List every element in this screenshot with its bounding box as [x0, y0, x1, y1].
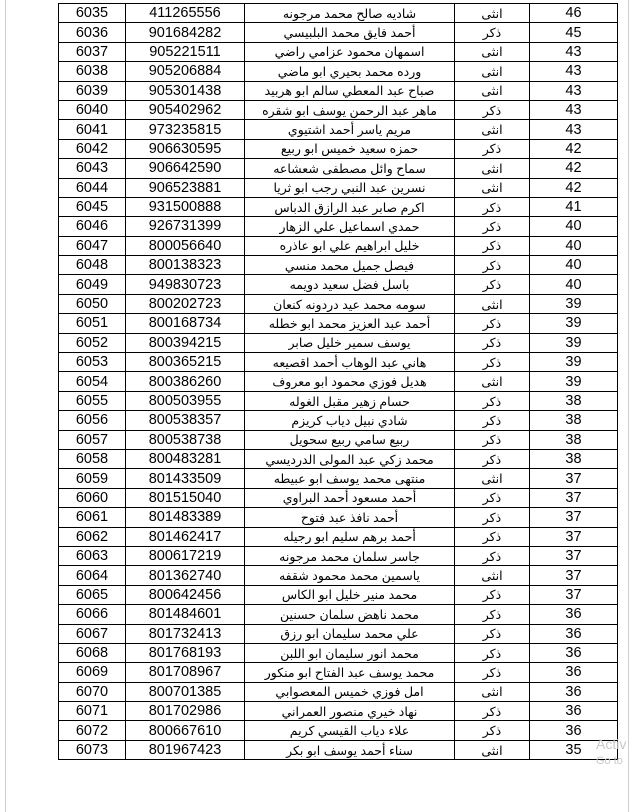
- full-name-cell: نهاد خيري منصور العمراني: [245, 702, 455, 721]
- record-id-cell: 6040: [59, 100, 126, 119]
- window-right-edge: [628, 0, 635, 812]
- record-id-cell: 6060: [59, 488, 126, 507]
- id-number-cell: 801732413: [126, 624, 245, 643]
- table-row: [59, 449, 618, 468]
- score-cell: 45: [530, 23, 618, 42]
- score-cell: 38: [530, 430, 618, 449]
- full-name-cell: خليل ابراهيم علي ابو عاذره: [245, 236, 455, 255]
- window-left-edge: [0, 0, 6, 812]
- full-name-cell: ورده محمد بحيري ابو ماضي: [245, 62, 455, 81]
- id-number-cell: 800168734: [126, 314, 245, 333]
- record-id-cell: 6036: [59, 23, 126, 42]
- record-id-cell: 6070: [59, 682, 126, 701]
- table-row: [59, 197, 618, 216]
- gender-cell: ذكر: [455, 605, 530, 624]
- full-name-cell: سومه محمد عيد دردونه كنعان: [245, 294, 455, 313]
- id-number-cell: 906642590: [126, 159, 245, 178]
- table-row: [59, 488, 618, 507]
- id-number-cell: 800617219: [126, 546, 245, 565]
- gender-cell: ذكر: [455, 197, 530, 216]
- record-id-cell: 6049: [59, 275, 126, 294]
- record-id-cell: 6071: [59, 702, 126, 721]
- gender-cell: ذكر: [455, 256, 530, 275]
- gender-cell: انثى: [455, 62, 530, 81]
- table-row: [59, 624, 618, 643]
- score-cell: 39: [530, 372, 618, 391]
- table-row: [59, 702, 618, 721]
- full-name-cell: مريم ياسر أحمد اشتيوي: [245, 120, 455, 139]
- full-name-cell: أحمد برهم سليم ابو رجيله: [245, 527, 455, 546]
- record-id-cell: 6067: [59, 624, 126, 643]
- gender-cell: ذكر: [455, 411, 530, 430]
- gender-cell: انثى: [455, 469, 530, 488]
- id-number-cell: 800538738: [126, 430, 245, 449]
- score-cell: 38: [530, 411, 618, 430]
- score-cell: 43: [530, 42, 618, 61]
- full-name-cell: محمد منير خليل ابو الكاس: [245, 585, 455, 604]
- score-cell: 40: [530, 256, 618, 275]
- full-name-cell: اسمهان محمود عزامي راضي: [245, 42, 455, 61]
- table-row: [59, 527, 618, 546]
- score-cell: 37: [530, 527, 618, 546]
- table-row: [59, 217, 618, 236]
- table-row: [59, 740, 618, 759]
- table-row: [59, 411, 618, 430]
- score-cell: 39: [530, 314, 618, 333]
- table-row: [59, 333, 618, 352]
- full-name-cell: سناء أحمد يوسف ابو بكر: [245, 740, 455, 759]
- id-number-cell: 926731399: [126, 217, 245, 236]
- gender-cell: انثى: [455, 81, 530, 100]
- gender-cell: انثى: [455, 42, 530, 61]
- score-cell: 35: [530, 740, 618, 759]
- id-number-cell: 411265556: [126, 4, 245, 23]
- record-id-cell: 6048: [59, 256, 126, 275]
- record-id-cell: 6061: [59, 508, 126, 527]
- gender-cell: انثى: [455, 159, 530, 178]
- full-name-cell: محمد يوسف عبد الفتاح ابو منكور: [245, 663, 455, 682]
- table-row: [59, 81, 618, 100]
- gender-cell: ذكر: [455, 527, 530, 546]
- full-name-cell: شاديه صالح محمد مرجونه: [245, 4, 455, 23]
- full-name-cell: أحمد مسعود أحمد البراوي: [245, 488, 455, 507]
- full-name-cell: محمد ناهض سلمان حسنين: [245, 605, 455, 624]
- id-number-cell: 800701385: [126, 682, 245, 701]
- id-number-cell: 905402962: [126, 100, 245, 119]
- score-cell: 37: [530, 566, 618, 585]
- id-number-cell: 800642456: [126, 585, 245, 604]
- record-id-cell: 6056: [59, 411, 126, 430]
- full-name-cell: امل فوزي خميس المعصوابي: [245, 682, 455, 701]
- full-name-cell: جاسر سلمان محمد مرجونه: [245, 546, 455, 565]
- id-number-cell: 801462417: [126, 527, 245, 546]
- gender-cell: انثى: [455, 740, 530, 759]
- full-name-cell: علاء دياب القيسي كريم: [245, 721, 455, 740]
- score-cell: 43: [530, 81, 618, 100]
- score-cell: 42: [530, 178, 618, 197]
- id-number-cell: 800138323: [126, 256, 245, 275]
- score-cell: 39: [530, 294, 618, 313]
- gender-cell: ذكر: [455, 721, 530, 740]
- full-name-cell: علي محمد سليمان ابو رزق: [245, 624, 455, 643]
- id-number-cell: 801967423: [126, 740, 245, 759]
- gender-cell: ذكر: [455, 100, 530, 119]
- table-row: [59, 159, 618, 178]
- record-id-cell: 6069: [59, 663, 126, 682]
- score-cell: 36: [530, 682, 618, 701]
- record-id-cell: 6064: [59, 566, 126, 585]
- table-row: [59, 663, 618, 682]
- full-name-cell: هاني عبد الوهاب أحمد اقصيعه: [245, 353, 455, 372]
- record-id-cell: 6042: [59, 139, 126, 158]
- records-table: [58, 3, 618, 760]
- record-id-cell: 6038: [59, 62, 126, 81]
- score-cell: 40: [530, 217, 618, 236]
- table-row: [59, 236, 618, 255]
- id-number-cell: 800056640: [126, 236, 245, 255]
- gender-cell: ذكر: [455, 663, 530, 682]
- id-number-cell: 901684282: [126, 23, 245, 42]
- full-name-cell: محمد زكي عبد المولى الدرديسي: [245, 449, 455, 468]
- table-row: [59, 391, 618, 410]
- gender-cell: ذكر: [455, 585, 530, 604]
- record-id-cell: 6059: [59, 469, 126, 488]
- score-cell: 37: [530, 585, 618, 604]
- full-name-cell: فيصل جميل محمد منسي: [245, 256, 455, 275]
- record-id-cell: 6066: [59, 605, 126, 624]
- gender-cell: انثى: [455, 372, 530, 391]
- gender-cell: ذكر: [455, 275, 530, 294]
- gender-cell: ذكر: [455, 449, 530, 468]
- score-cell: 37: [530, 488, 618, 507]
- record-id-cell: 6065: [59, 585, 126, 604]
- table-row: [59, 508, 618, 527]
- id-number-cell: 949830723: [126, 275, 245, 294]
- id-number-cell: 800538357: [126, 411, 245, 430]
- table-row: [59, 469, 618, 488]
- full-name-cell: صباح عبد المعطي سالم ابو هربيد: [245, 81, 455, 100]
- record-id-cell: 6062: [59, 527, 126, 546]
- record-id-cell: 6050: [59, 294, 126, 313]
- full-name-cell: حمزه سعيد خميس ابو ربيع: [245, 139, 455, 158]
- score-cell: 46: [530, 4, 618, 23]
- gender-cell: ذكر: [455, 217, 530, 236]
- id-number-cell: 801483389: [126, 508, 245, 527]
- record-id-cell: 6057: [59, 430, 126, 449]
- score-cell: 37: [530, 508, 618, 527]
- record-id-cell: 6045: [59, 197, 126, 216]
- id-number-cell: 800503955: [126, 391, 245, 410]
- id-number-cell: 801515040: [126, 488, 245, 507]
- id-number-cell: 801702986: [126, 702, 245, 721]
- score-cell: 36: [530, 643, 618, 662]
- id-number-cell: 800386260: [126, 372, 245, 391]
- id-number-cell: 905301438: [126, 81, 245, 100]
- full-name-cell: أحمد فايق محمد البلبيسي: [245, 23, 455, 42]
- table-row: [59, 353, 618, 372]
- table-row: [59, 120, 618, 139]
- id-number-cell: 801484601: [126, 605, 245, 624]
- id-number-cell: 801433509: [126, 469, 245, 488]
- table-row: [59, 4, 618, 23]
- score-cell: 38: [530, 449, 618, 468]
- table-row: [59, 42, 618, 61]
- id-number-cell: 905221511: [126, 42, 245, 61]
- score-cell: 39: [530, 353, 618, 372]
- table-row: [59, 643, 618, 662]
- record-id-cell: 6041: [59, 120, 126, 139]
- id-number-cell: 931500888: [126, 197, 245, 216]
- record-id-cell: 6055: [59, 391, 126, 410]
- table-row: [59, 275, 618, 294]
- full-name-cell: أحمد نافذ عبد فتوح: [245, 508, 455, 527]
- score-cell: 43: [530, 62, 618, 81]
- score-cell: 38: [530, 391, 618, 410]
- gender-cell: ذكر: [455, 430, 530, 449]
- score-cell: 41: [530, 197, 618, 216]
- table-row: [59, 682, 618, 701]
- gender-cell: انثى: [455, 120, 530, 139]
- gender-cell: ذكر: [455, 702, 530, 721]
- score-cell: 37: [530, 546, 618, 565]
- table-row: [59, 23, 618, 42]
- table-row: [59, 546, 618, 565]
- record-id-cell: 6051: [59, 314, 126, 333]
- full-name-cell: ربيع سامي ربيع سحويل: [245, 430, 455, 449]
- id-number-cell: 801708967: [126, 663, 245, 682]
- full-name-cell: منتهى محمد يوسف ابو عبيطه: [245, 469, 455, 488]
- record-id-cell: 6046: [59, 217, 126, 236]
- gender-cell: انثى: [455, 294, 530, 313]
- table-row: [59, 566, 618, 585]
- gender-cell: انثى: [455, 566, 530, 585]
- record-id-cell: 6037: [59, 42, 126, 61]
- table-row: [59, 721, 618, 740]
- score-cell: 42: [530, 159, 618, 178]
- gender-cell: ذكر: [455, 508, 530, 527]
- id-number-cell: 800483281: [126, 449, 245, 468]
- id-number-cell: 800202723: [126, 294, 245, 313]
- watermark-line-2: Go to: [596, 755, 623, 767]
- score-cell: 43: [530, 100, 618, 119]
- record-id-cell: 6058: [59, 449, 126, 468]
- gender-cell: ذكر: [455, 139, 530, 158]
- gender-cell: ذكر: [455, 236, 530, 255]
- score-cell: 37: [530, 469, 618, 488]
- score-cell: 36: [530, 624, 618, 643]
- id-number-cell: 905206884: [126, 62, 245, 81]
- score-cell: 36: [530, 721, 618, 740]
- full-name-cell: يوسف سمير خليل صابر: [245, 333, 455, 352]
- activation-watermark: [596, 736, 635, 776]
- table-row: [59, 372, 618, 391]
- table-row: [59, 430, 618, 449]
- full-name-cell: هديل فوزي محمود ابو معروف: [245, 372, 455, 391]
- gender-cell: ذكر: [455, 391, 530, 410]
- gender-cell: انثى: [455, 4, 530, 23]
- gender-cell: ذكر: [455, 488, 530, 507]
- gender-cell: ذكر: [455, 353, 530, 372]
- full-name-cell: ماهر عبد الرحمن يوسف ابو شقره: [245, 100, 455, 119]
- score-cell: 40: [530, 275, 618, 294]
- full-name-cell: حمدي اسماعيل علي الزهار: [245, 217, 455, 236]
- table-row: [59, 605, 618, 624]
- id-number-cell: 800365215: [126, 353, 245, 372]
- full-name-cell: نسرين عبد النبي رجب ابو ثريا: [245, 178, 455, 197]
- id-number-cell: 801768193: [126, 643, 245, 662]
- gender-cell: ذكر: [455, 643, 530, 662]
- record-id-cell: 6047: [59, 236, 126, 255]
- gender-cell: انثى: [455, 178, 530, 197]
- record-id-cell: 6039: [59, 81, 126, 100]
- record-id-cell: 6072: [59, 721, 126, 740]
- table-row: [59, 585, 618, 604]
- gender-cell: ذكر: [455, 333, 530, 352]
- score-cell: 43: [530, 120, 618, 139]
- score-cell: 42: [530, 139, 618, 158]
- full-name-cell: أحمد عبد العزيز محمد ابو خطله: [245, 314, 455, 333]
- table-row: [59, 100, 618, 119]
- table-row: [59, 314, 618, 333]
- table-row: [59, 139, 618, 158]
- full-name-cell: سماح وائل مصطفى شعشاعه: [245, 159, 455, 178]
- record-id-cell: 6053: [59, 353, 126, 372]
- gender-cell: ذكر: [455, 624, 530, 643]
- record-id-cell: 6035: [59, 4, 126, 23]
- record-id-cell: 6073: [59, 740, 126, 759]
- id-number-cell: 906630595: [126, 139, 245, 158]
- full-name-cell: ياسمين محمد محمود شقفه: [245, 566, 455, 585]
- id-number-cell: 800667610: [126, 721, 245, 740]
- gender-cell: ذكر: [455, 23, 530, 42]
- record-id-cell: 6068: [59, 643, 126, 662]
- record-id-cell: 6063: [59, 546, 126, 565]
- watermark-line-1: Activ: [596, 736, 627, 752]
- gender-cell: ذكر: [455, 314, 530, 333]
- score-cell: 39: [530, 333, 618, 352]
- score-cell: 36: [530, 663, 618, 682]
- full-name-cell: حسام زهير مقبل الغوله: [245, 391, 455, 410]
- table-row: [59, 256, 618, 275]
- score-cell: 36: [530, 702, 618, 721]
- record-id-cell: 6043: [59, 159, 126, 178]
- table-row: [59, 62, 618, 81]
- gender-cell: انثى: [455, 682, 530, 701]
- score-cell: 40: [530, 236, 618, 255]
- table-row: [59, 294, 618, 313]
- full-name-cell: محمد انور سليمان ابو اللبن: [245, 643, 455, 662]
- record-id-cell: 6052: [59, 333, 126, 352]
- full-name-cell: باسل فضل سعيد دويمه: [245, 275, 455, 294]
- id-number-cell: 800394215: [126, 333, 245, 352]
- full-name-cell: شادي نبيل دياب كريزم: [245, 411, 455, 430]
- gender-cell: ذكر: [455, 546, 530, 565]
- record-id-cell: 6044: [59, 178, 126, 197]
- table-row: [59, 178, 618, 197]
- id-number-cell: 906523881: [126, 178, 245, 197]
- id-number-cell: 801362740: [126, 566, 245, 585]
- record-id-cell: 6054: [59, 372, 126, 391]
- id-number-cell: 973235815: [126, 120, 245, 139]
- score-cell: 36: [530, 605, 618, 624]
- records-table-body: [59, 4, 618, 760]
- full-name-cell: اكرم صابر عبد الرازق الدباس: [245, 197, 455, 216]
